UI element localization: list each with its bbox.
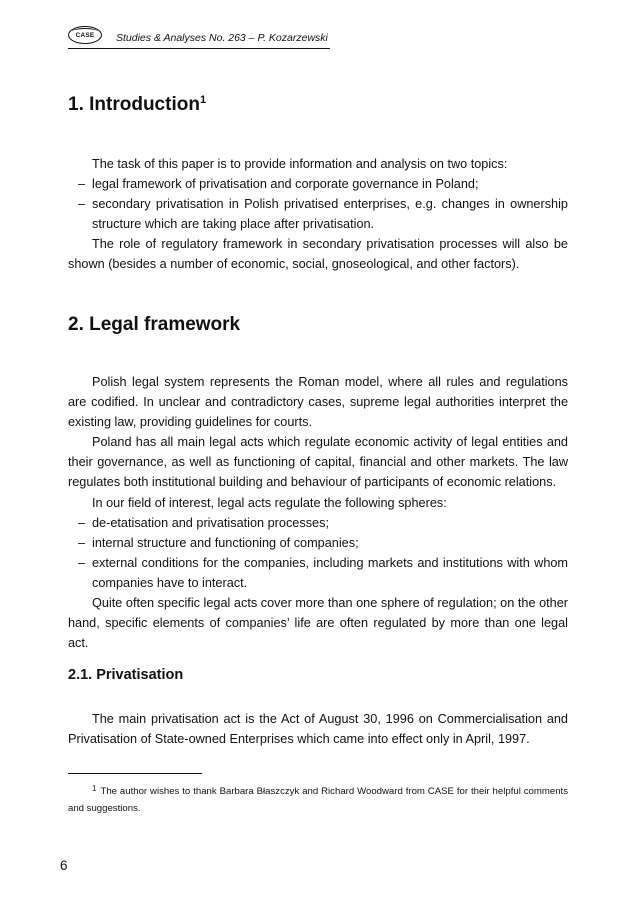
running-head-text: Studies & Analyses No. 263 – P. Kozarzewski xyxy=(116,32,328,44)
paragraph: The role of regulatory framework in secondary privatisation processes will also be shown (besides a number of economic, social, gnoseological, and other factors). xyxy=(68,237,568,272)
dash-bullet: – xyxy=(78,197,86,212)
paragraph: In our field of interest, legal acts regulate the following spheres: xyxy=(92,495,447,510)
subsection-2-1-heading: 2.1. Privatisation xyxy=(68,667,184,683)
paragraph: Poland has all main legal acts which regulate economic activity of legal entities and their governance, as well as functioning of capital, financial and other markets. The law regulates both institutional building and behaviour of participants of economic relations. xyxy=(68,435,568,490)
header-rule xyxy=(68,48,330,49)
list-item xyxy=(68,194,568,234)
section-1-title: 1. Introduction xyxy=(68,94,200,115)
subsection-2-1-body xyxy=(68,709,568,749)
list-item-text: de-etatisation and privatisation processes; xyxy=(92,515,329,530)
list-item xyxy=(68,174,568,194)
footnote-text: The author wishes to thank Barbara Błaszczyk and Richard Woodward from CASE for their helpful comments and suggestions. xyxy=(68,786,568,814)
running-header xyxy=(68,26,330,48)
list-item xyxy=(68,533,568,553)
footnote-rule xyxy=(68,773,202,774)
section-2-body xyxy=(68,372,568,653)
case-logo xyxy=(68,26,102,44)
dash-bullet: – xyxy=(78,515,86,530)
list-item-text: internal structure and functioning of companies; xyxy=(92,535,359,550)
list-item xyxy=(68,513,568,533)
section-2-heading: 2. Legal framework xyxy=(68,314,241,335)
list-item-text: legal framework of privatisation and corporate governance in Poland; xyxy=(92,177,479,192)
paragraph: The main privatisation act is the Act of August 30, 1996 on Commercialisation and Privatisation of State-owned Enterprises which came into effect only in April, 1997. xyxy=(68,712,568,747)
footnote xyxy=(68,783,568,817)
dash-bullet: – xyxy=(78,555,86,570)
section-1-body xyxy=(68,154,568,275)
dash-bullet: – xyxy=(78,535,86,550)
footnote-number: 1 xyxy=(92,784,97,793)
logo-text: CASE xyxy=(75,31,95,39)
list-item-text: secondary privatisation in Polish privatised enterprises, e.g. changes in ownership structure which are taking place after privatisation. xyxy=(92,197,568,232)
logo-swoosh xyxy=(72,28,98,35)
section-1-heading xyxy=(68,94,206,116)
list-item xyxy=(68,553,568,593)
paragraph: The task of this paper is to provide information and analysis on two topics: xyxy=(92,157,508,171)
paragraph: Polish legal system represents the Roman model, where all rules and regulations are codified. In unclear and contradictory cases, supreme legal authorities interpret the existing law, providing guidelines for courts. xyxy=(68,375,568,430)
page-number: 6 xyxy=(60,858,68,873)
dash-bullet: – xyxy=(78,177,86,192)
list-item-text: external conditions for the companies, including markets and institutions with whom companies have to interact. xyxy=(92,555,568,590)
paragraph: Quite often specific legal acts cover more than one sphere of regulation; on the other hand, specific elements of companies’ life are often regulated by more than one legal act. xyxy=(68,596,568,651)
footnote-reference[interactable]: 1 xyxy=(199,94,207,106)
